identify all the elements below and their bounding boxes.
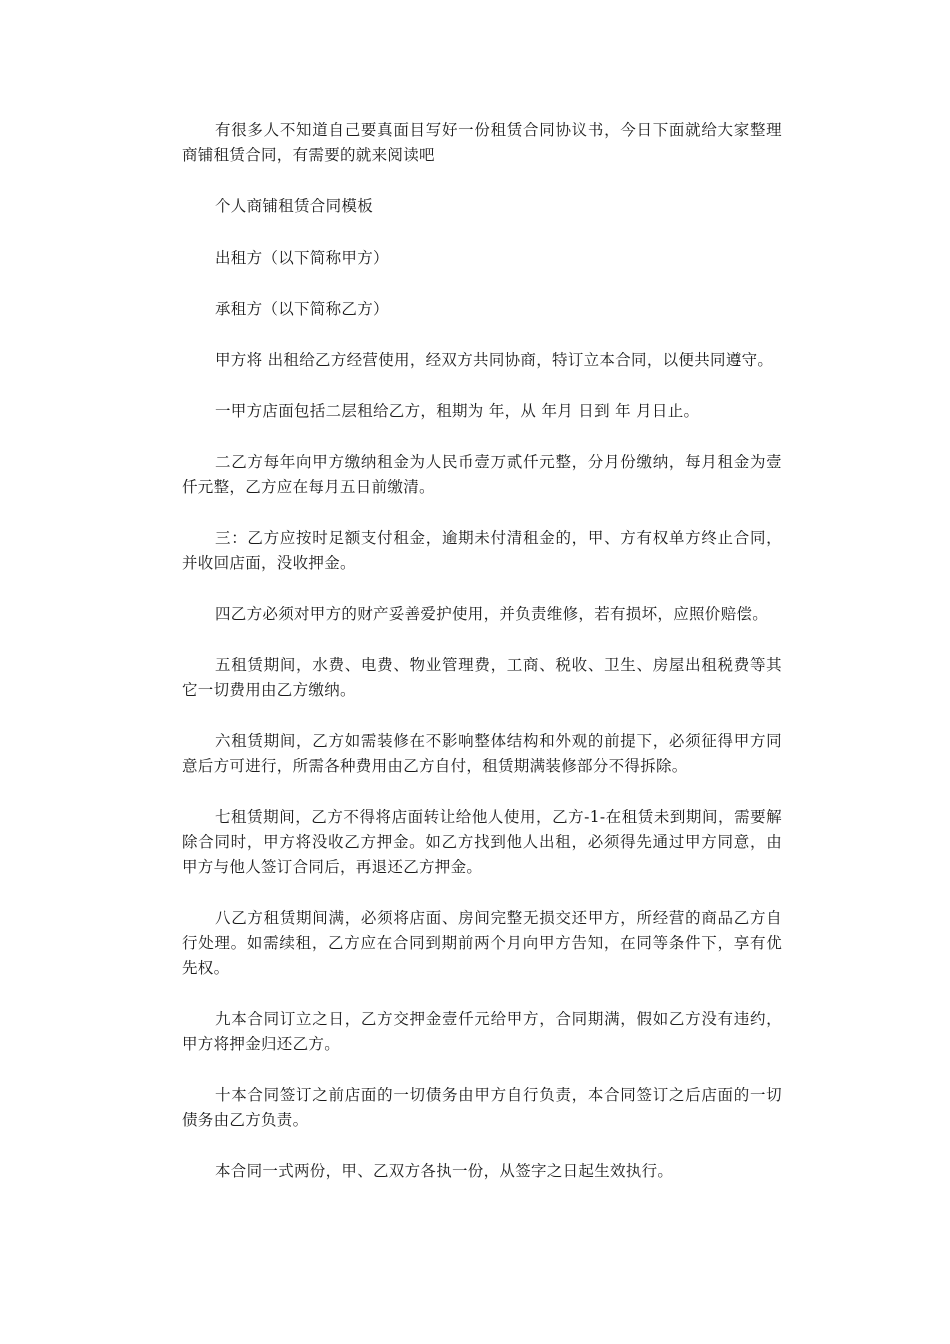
clause-5: 五租赁期间，水费、电费、物业管理费，工商、税收、卫生、房屋出租税费等其它一切费用由乙方缴纳。 (182, 656, 782, 699)
lessor-line: 出租方（以下简称甲方） (215, 249, 389, 267)
clause-7: 七租赁期间，乙方不得将店面转让给他人使用，乙方-1-在租赁未到期间，需要解除合同时，甲方将没收乙方押金。如乙方找到他人出租，必须得先通过甲方同意，由甲方与他人签订合同后，再退还乙方押金。 (182, 808, 782, 876)
clause-3: 三：乙方应按时足额支付租金，逾期未付清租金的，甲、方有权单方终止合同，并收回店面，没收押金。 (182, 529, 782, 572)
closing-paragraph: 本合同一式两份，甲、乙双方各执一份，从签字之日起生效执行。 (215, 1162, 674, 1180)
clause-8: 八乙方租赁期间满，必须将店面、房间完整无损交还甲方，所经营的商品乙方自行处理。如需续租，乙方应在合同到期前两个月向甲方告知，在同等条件下，享有优先权。 (182, 909, 782, 977)
clause-6: 六租赁期间，乙方如需装修在不影响整体结构和外观的前提下，必须征得甲方同意后方可进行，所需各种费用由乙方自付，租赁期满装修部分不得拆除。 (182, 732, 782, 775)
clause-9: 九本合同订立之日，乙方交押金壹仟元给甲方，合同期满，假如乙方没有违约，甲方将押金归还乙方。 (182, 1010, 782, 1053)
contract-title: 个人商铺租赁合同模板 (215, 197, 374, 215)
clause-1: 一甲方店面包括二层租给乙方，租期为 年，从 年月 日到 年 月日止。 (215, 402, 700, 420)
preamble-paragraph: 甲方将 出租给乙方经营使用，经双方共同协商，特订立本合同，以便共同遵守。 (215, 351, 774, 369)
clause-2: 二乙方每年向甲方缴纳租金为人民币壹万贰仟元整，分月份缴纳，每月租金为壹仟元整，乙方应在每月五日前缴清。 (182, 453, 782, 496)
intro-paragraph: 有很多人不知道自己要真面目写好一份租赁合同协议书，今日下面就给大家整理商铺租赁合同，有需要的就来阅读吧 (182, 121, 782, 164)
clause-10: 十本合同签订之前店面的一切债务由甲方自行负责，本合同签订之后店面的一切债务由乙方负责。 (182, 1086, 782, 1129)
document-body (182, 118, 782, 1210)
clause-4: 四乙方必须对甲方的财产妥善爱护使用，并负责维修，若有损坏，应照价赔偿。 (215, 605, 769, 623)
lessee-line: 承租方（以下简称乙方） (215, 300, 389, 318)
